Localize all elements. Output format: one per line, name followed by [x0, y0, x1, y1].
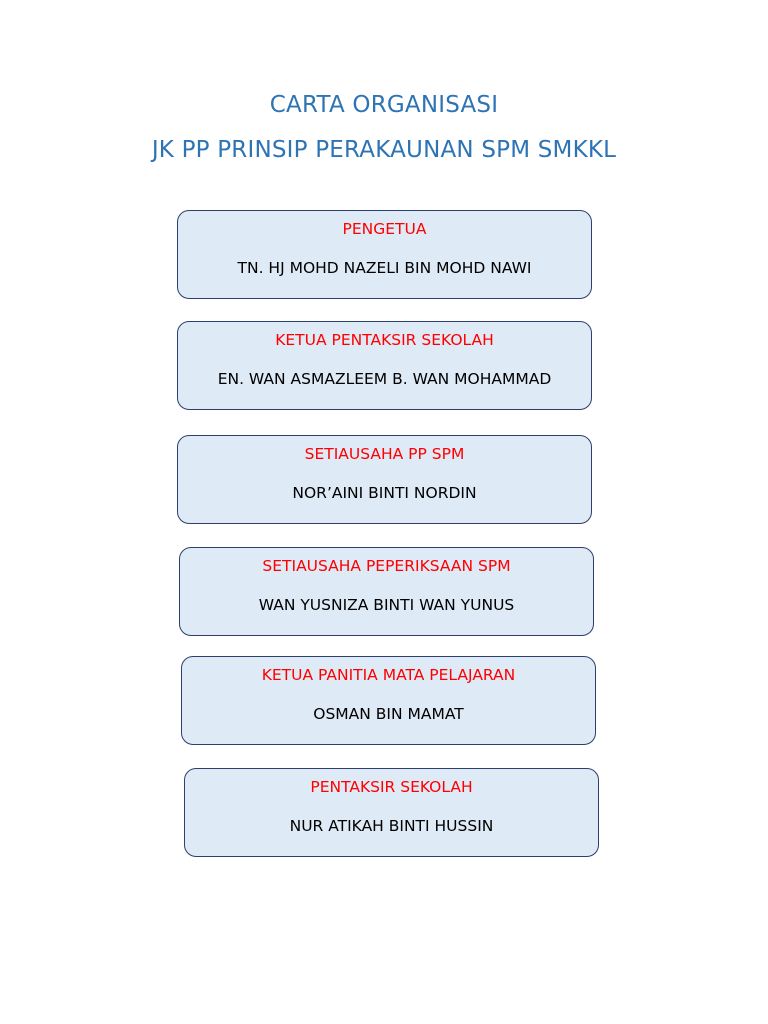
person-name: TN. HJ MOHD NAZELI BIN MOHD NAWI: [237, 259, 532, 277]
role-label: SETIAUSAHA PEPERIKSAAN SPM: [262, 557, 511, 575]
person-name: OSMAN BIN MAMAT: [313, 705, 464, 723]
org-box-setiausaha-pp: [177, 435, 592, 524]
org-box-setiausaha-peperiksaan: [179, 547, 594, 636]
role-label: KETUA PANITIA MATA PELAJARAN: [261, 666, 516, 684]
org-box-pentaksir-sekolah: [184, 768, 599, 857]
role-label: SETIAUSAHA PP SPM: [304, 445, 465, 463]
person-name: WAN YUSNIZA BINTI WAN YUNUS: [258, 596, 515, 614]
person-name: NOR’AINI BINTI NORDIN: [292, 484, 477, 502]
person-name: NUR ATIKAH BINTI HUSSIN: [289, 817, 494, 835]
org-box-ketua-panitia: [181, 656, 596, 745]
org-box-pengetua: [177, 210, 592, 299]
role-label: PENTAKSIR SEKOLAH: [310, 778, 473, 796]
role-label: KETUA PENTAKSIR SEKOLAH: [275, 331, 494, 349]
org-box-ketua-pentaksir: [177, 321, 592, 410]
chart-title: CARTA ORGANISASI: [269, 92, 499, 118]
role-label: PENGETUA: [342, 220, 427, 238]
chart-subtitle: JK PP PRINSIP PERAKAUNAN SPM SMKKL: [151, 137, 617, 163]
person-name: EN. WAN ASMAZLEEM B. WAN MOHAMMAD: [217, 370, 552, 388]
